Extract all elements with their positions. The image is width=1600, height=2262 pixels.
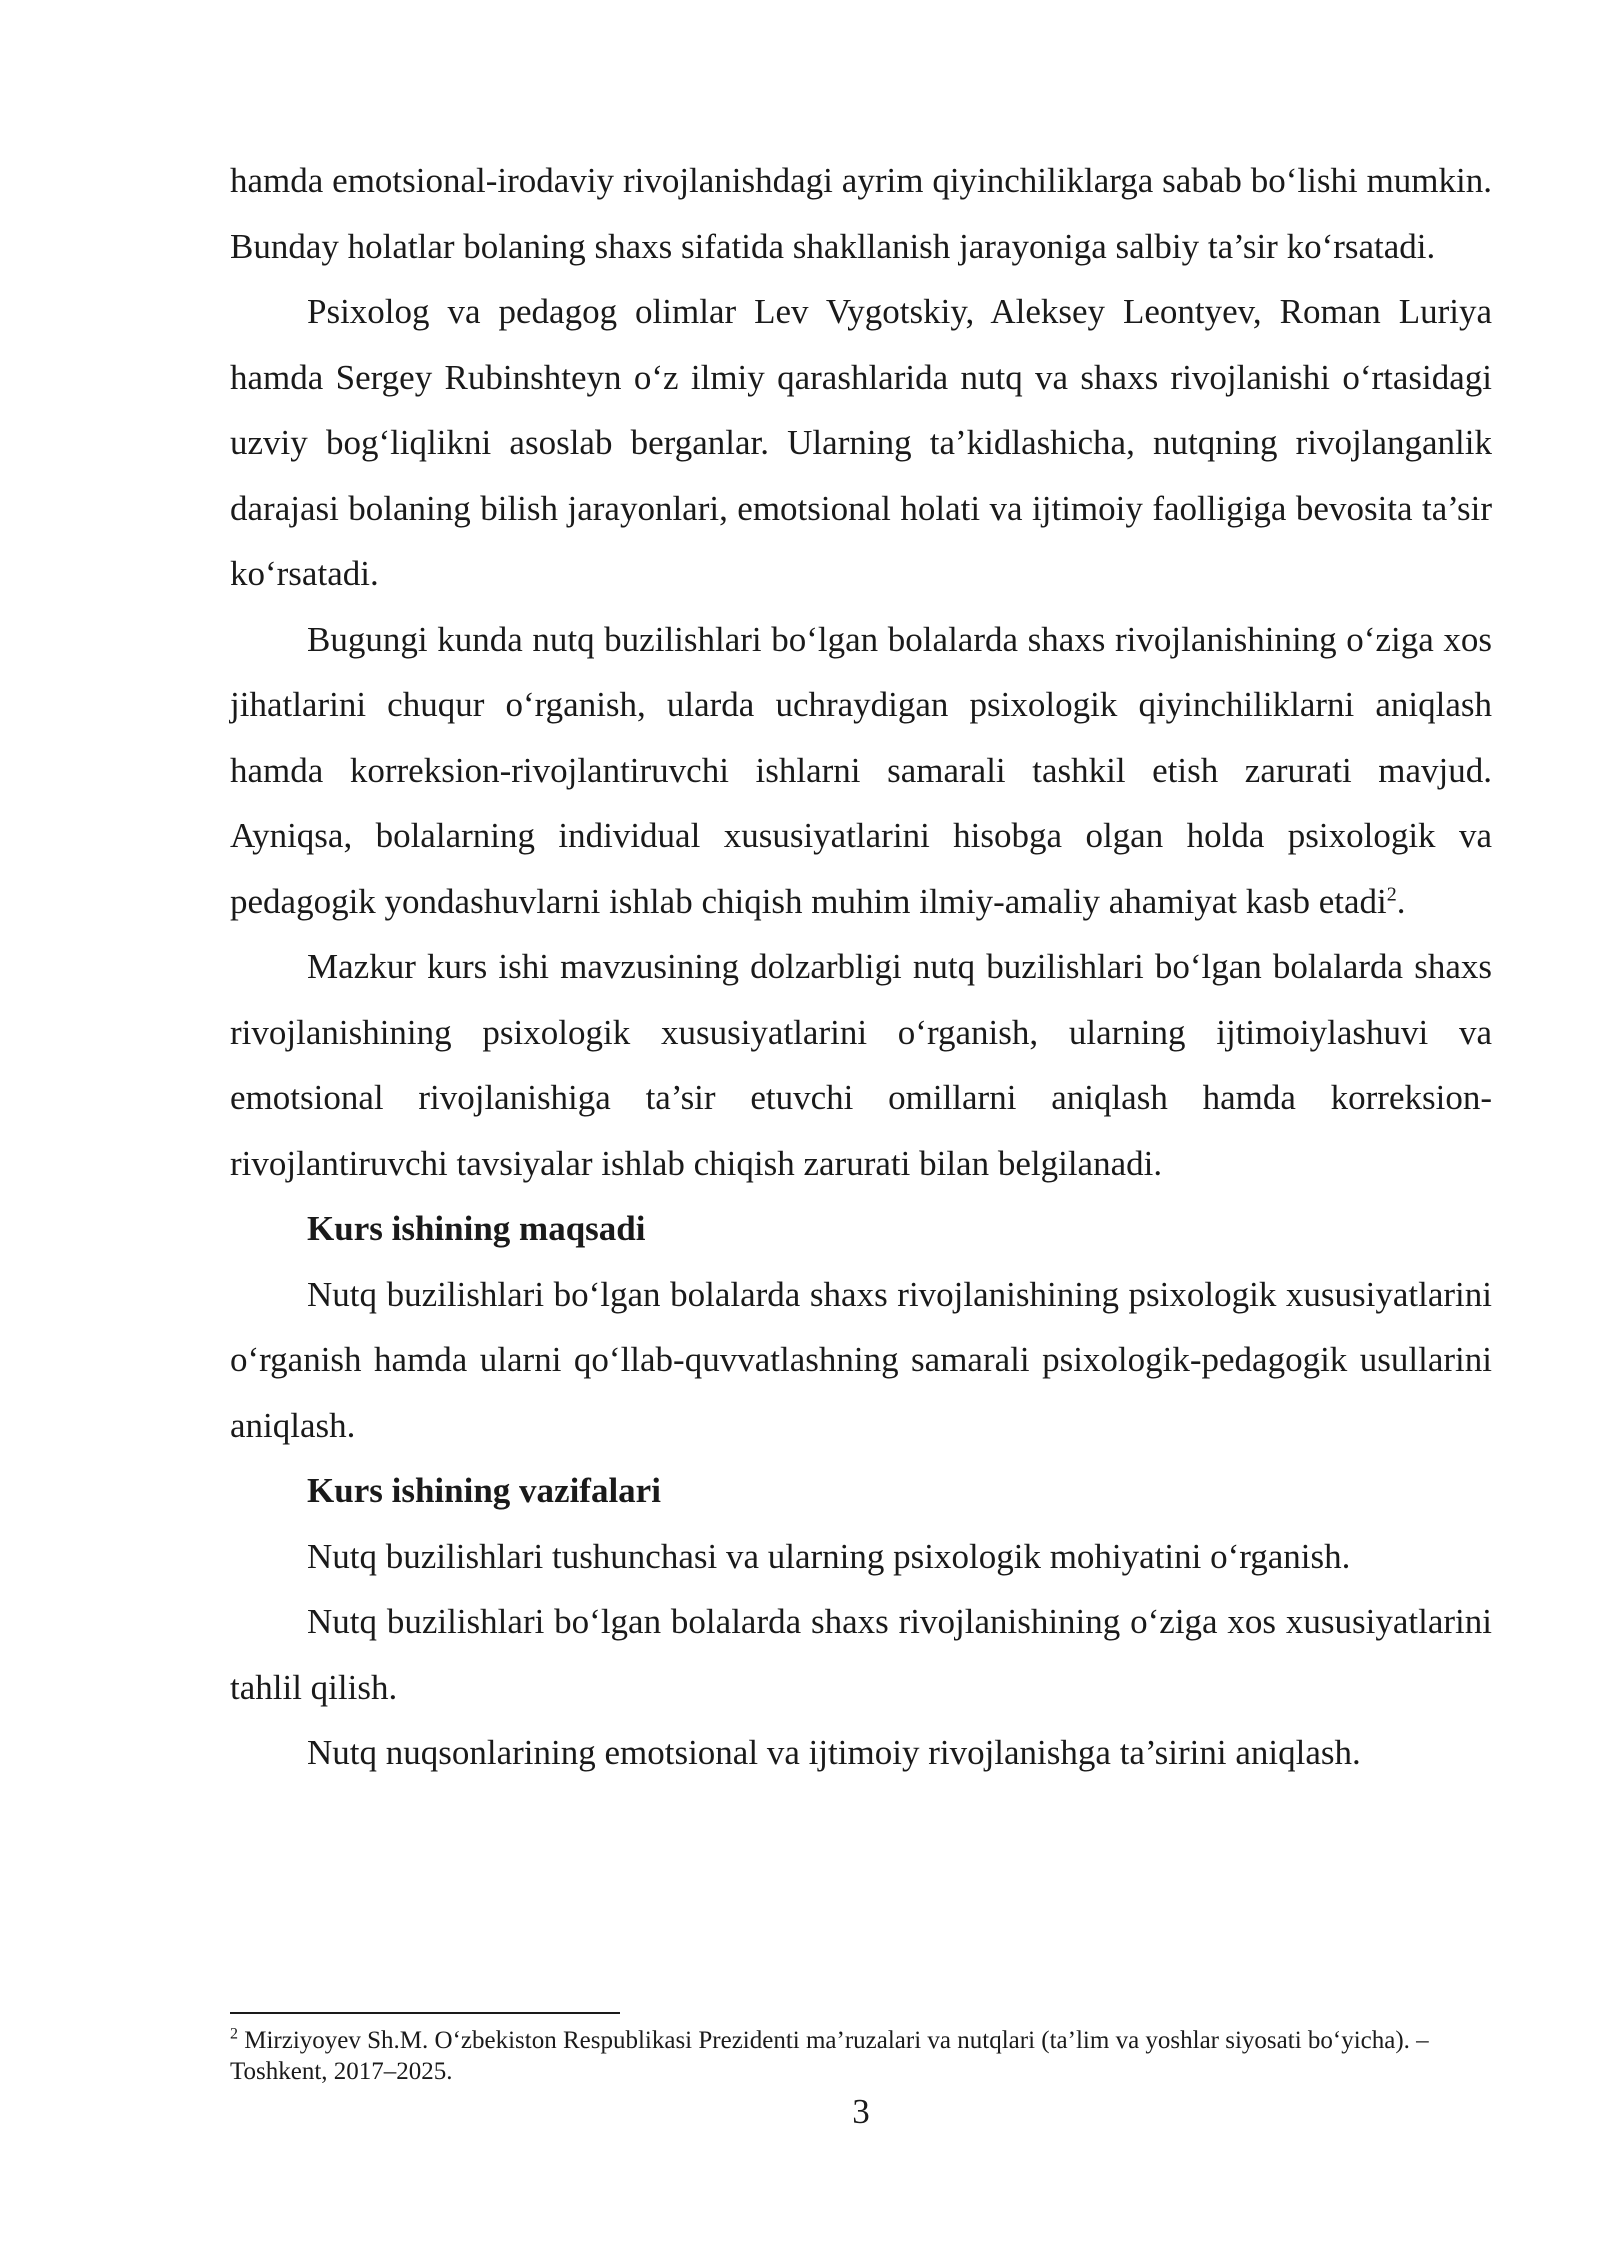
paragraph-5: Nutq buzilishlari bo‘lgan bolalarda shaxs rivojlanishining psixologik xususiyatlarini o‘rganish hamda ularni qo‘llab-quvvatlashning samarali psixologik-pedagogik usullarini aniqlash. [230, 1274, 1492, 1445]
page-number: 3 [852, 2092, 870, 2131]
footnote-text: Mirziyoyev Sh.M. O‘zbekiston Respublikasi Prezidenti ma’ruzalari va nutqlari (ta’lim va yoshlar siyosati bo‘yicha). – Toshkent, 2017–2025. [230, 2027, 1429, 2085]
paragraph-3 [230, 607, 1492, 935]
task-2: Nutq buzilishlari bo‘lgan bolalarda shaxs rivojlanishining o‘ziga xos xususiyatlarini tahlil qilish. [230, 1602, 1492, 1707]
heading-goal: Kurs ishining maqsadi [307, 1209, 646, 1248]
paragraph-1: hamda emotsional-irodaviy rivojlanishdagi ayrim qiyinchiliklarga sabab bo‘lishi mumkin. Bunday holatlar bolaning shaxs sifatida shakllanish jarayoniga salbiy ta’sir ko‘rsatadi. [230, 161, 1492, 266]
heading-tasks: Kurs ishining vazifalari [307, 1471, 661, 1510]
footnote [230, 2025, 1492, 2087]
paragraph-3-end: . [1396, 881, 1406, 921]
task-3: Nutq nuqsonlarining emotsional va ijtimoiy rivojlanishga ta’sirini aniqlash. [307, 1733, 1361, 1772]
footnote-reference[interactable]: 2 [1386, 882, 1397, 905]
task-1: Nutq buzilishlari tushunchasi va ularning psixologik mohiyatini o‘rganish. [307, 1536, 1351, 1576]
paragraph-4: Mazkur kurs ishi mavzusining dolzarbligi nutq buzilishlari bo‘lgan bolalarda shaxs rivojlanishining psixologik xususiyatlarini o‘rganish, ularning ijtimoiylashuvi va emotsional rivojlanishiga ta’sir etuvchi omillarni aniqlash hamda korreksion-rivojlantiruvchi tavsiyalar ishlab chiqish zarurati bilan belgilanadi. [230, 947, 1492, 1183]
document-body [230, 148, 1492, 1786]
paragraph-2: Psixolog va pedagog olimlar Lev Vygotskiy, Aleksey Leontyev, Roman Luriya hamda Sergey Rubinshteyn o‘z ilmiy qarashlarida nutq va shaxs rivojlanishi o‘rtasidagi uzviy bog‘liqlikni asoslab berganlar. Ularning ta’kidlashicha, nutqning rivojlanganlik darajasi bolaning bilish jarayonlari, emotsional holati va ijtimoiy faolligiga bevosita ta’sir ko‘rsatadi. [230, 292, 1492, 593]
footnote-divider [230, 2012, 620, 2014]
paragraph-3-text: Bugungi kunda nutq buzilishlari bo‘lgan bolalarda shaxs rivojlanishining o‘ziga xos jihatlarini chuqur o‘rganish, ularda uchraydigan psixologik qiyinchiliklarni aniqlash hamda korreksion-rivojlantiruvchi ishlarni samarali tashkil etish zarurati mavjud. Ayniqsa, bolalarning individual xususiyatlarini hisobga olgan holda psixologik va pedagogik yondashuvlarni ishlab chiqish muhim ilmiy-amaliy ahamiyat kasb etadi [230, 619, 1492, 921]
footnote-number: 2 [230, 2025, 238, 2043]
